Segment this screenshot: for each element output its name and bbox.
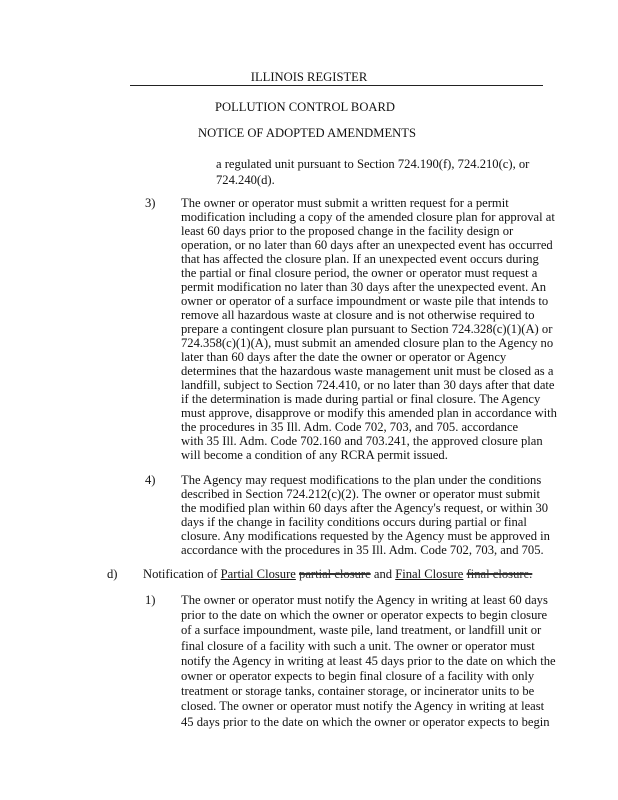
text-line: closure. Any modifications requested by the Agency must be approved in (181, 529, 550, 543)
text-line: The Agency may request modifications to the plan under the conditions (181, 473, 542, 487)
text-line: accordance with the procedures in 35 Ill. Adm. Code 702, 703, and 705. (181, 543, 544, 557)
text-line: days if the change in facility conditions occurs during partial or final (181, 515, 527, 529)
text-line: final closure of a facility with such a unit. The owner or operator must (181, 638, 535, 653)
section-heading (143, 567, 532, 582)
text-line: will become a condition of any RCRA permit issued. (181, 448, 448, 462)
text-line: remove all hazardous waste at closure and is not otherwise required to (181, 308, 535, 322)
text-line: least 60 days prior to the proposed change in the facility design or (181, 224, 514, 238)
inserted-text: Final Closure (395, 567, 464, 581)
heading-text: and (370, 567, 396, 581)
text-line: prepare a contingent closure plan pursuant to Section 724.328(c)(1)(A) or (181, 322, 553, 336)
paragraph-d1 (181, 593, 556, 730)
text-line: permit modification no later than 30 days after the unexpected event. An (181, 280, 547, 294)
text-line: the procedures in 35 Ill. Adm. Code 702, 703, and 705. accordance (181, 420, 519, 434)
item-number: 4) (145, 473, 156, 487)
text-line: operation, or no later than 60 days after an unexpected event has occurred (181, 238, 553, 252)
text-line: the modified plan within 60 days after the Agency's request, or within 30 (181, 501, 549, 515)
text-line: landfill, subject to Section 724.410, or no later than 30 days after that date (181, 378, 555, 392)
paragraph-3 (181, 196, 557, 462)
board-title: POLLUTION CONTROL BOARD (214, 100, 396, 114)
text-line: owner or operator expects to begin final closure of a facility with only (181, 669, 535, 684)
text-line: The owner or operator must notify the Agency in writing at least 60 days (181, 593, 548, 607)
text-line: determines that the hazardous waste management unit must be closed as a (181, 364, 554, 378)
text-line: prior to the date on which the owner or operator expects to begin closure (181, 608, 548, 623)
item-number: 3) (145, 196, 156, 210)
text-line: notify the Agency in writing at least 45 days prior to the date on which the (181, 653, 556, 668)
continuation-text (216, 156, 529, 188)
text-line: 724.358(c)(1)(A), must submit an amended closure plan to the Agency no (181, 336, 554, 350)
register-title: ILLINOIS REGISTER (250, 70, 368, 84)
text-line: of a surface impoundment, waste pile, land treatment, or landfill unit or (181, 623, 542, 638)
inserted-text: Partial Closure (220, 567, 296, 581)
text-line: the partial or final closure period, the owner or operator must request a (181, 266, 538, 280)
text-line: treatment or storage tanks, container storage, or incinerator units to be (181, 684, 535, 699)
text-line: 45 days prior to the date on which the owner or operator expects to begin (181, 714, 550, 729)
text-line: owner or operator of a surface impoundment or waste pile that intends to (181, 294, 549, 308)
text-line: 724.240(d). (216, 173, 275, 187)
notice-title: NOTICE OF ADOPTED AMENDMENTS (198, 126, 416, 140)
text-line: if the determination is made during partial or final closure. The Agency (181, 392, 541, 406)
header-rule (130, 85, 543, 86)
text-line: that has affected the closure plan. If an unexpected event occurs during (181, 252, 539, 266)
text-line: with 35 Ill. Adm. Code 702.160 and 703.241, the approved closure plan (181, 434, 543, 448)
item-number: 1) (145, 593, 156, 607)
text-line: closed. The owner or operator must notify the Agency in writing at least (181, 699, 545, 714)
text-line: must approve, disapprove or modify this amended plan in accordance with (181, 406, 557, 420)
section-number: d) (107, 567, 118, 581)
deleted-text: partial closure (299, 567, 371, 581)
text-line: described in Section 724.212(c)(2). The owner or operator must submit (181, 487, 540, 501)
paragraph-4 (181, 473, 550, 557)
text-line: a regulated unit pursuant to Section 724.190(f), 724.210(c), or (216, 157, 530, 171)
heading-text: Notification of (143, 567, 221, 581)
text-line: later than 60 days after the date the owner or operator or Agency (181, 350, 507, 364)
text-line: modification including a copy of the amended closure plan for approval at (181, 210, 555, 224)
text-line: The owner or operator must submit a written request for a permit (181, 196, 509, 210)
deleted-text: final closure. (466, 567, 533, 581)
